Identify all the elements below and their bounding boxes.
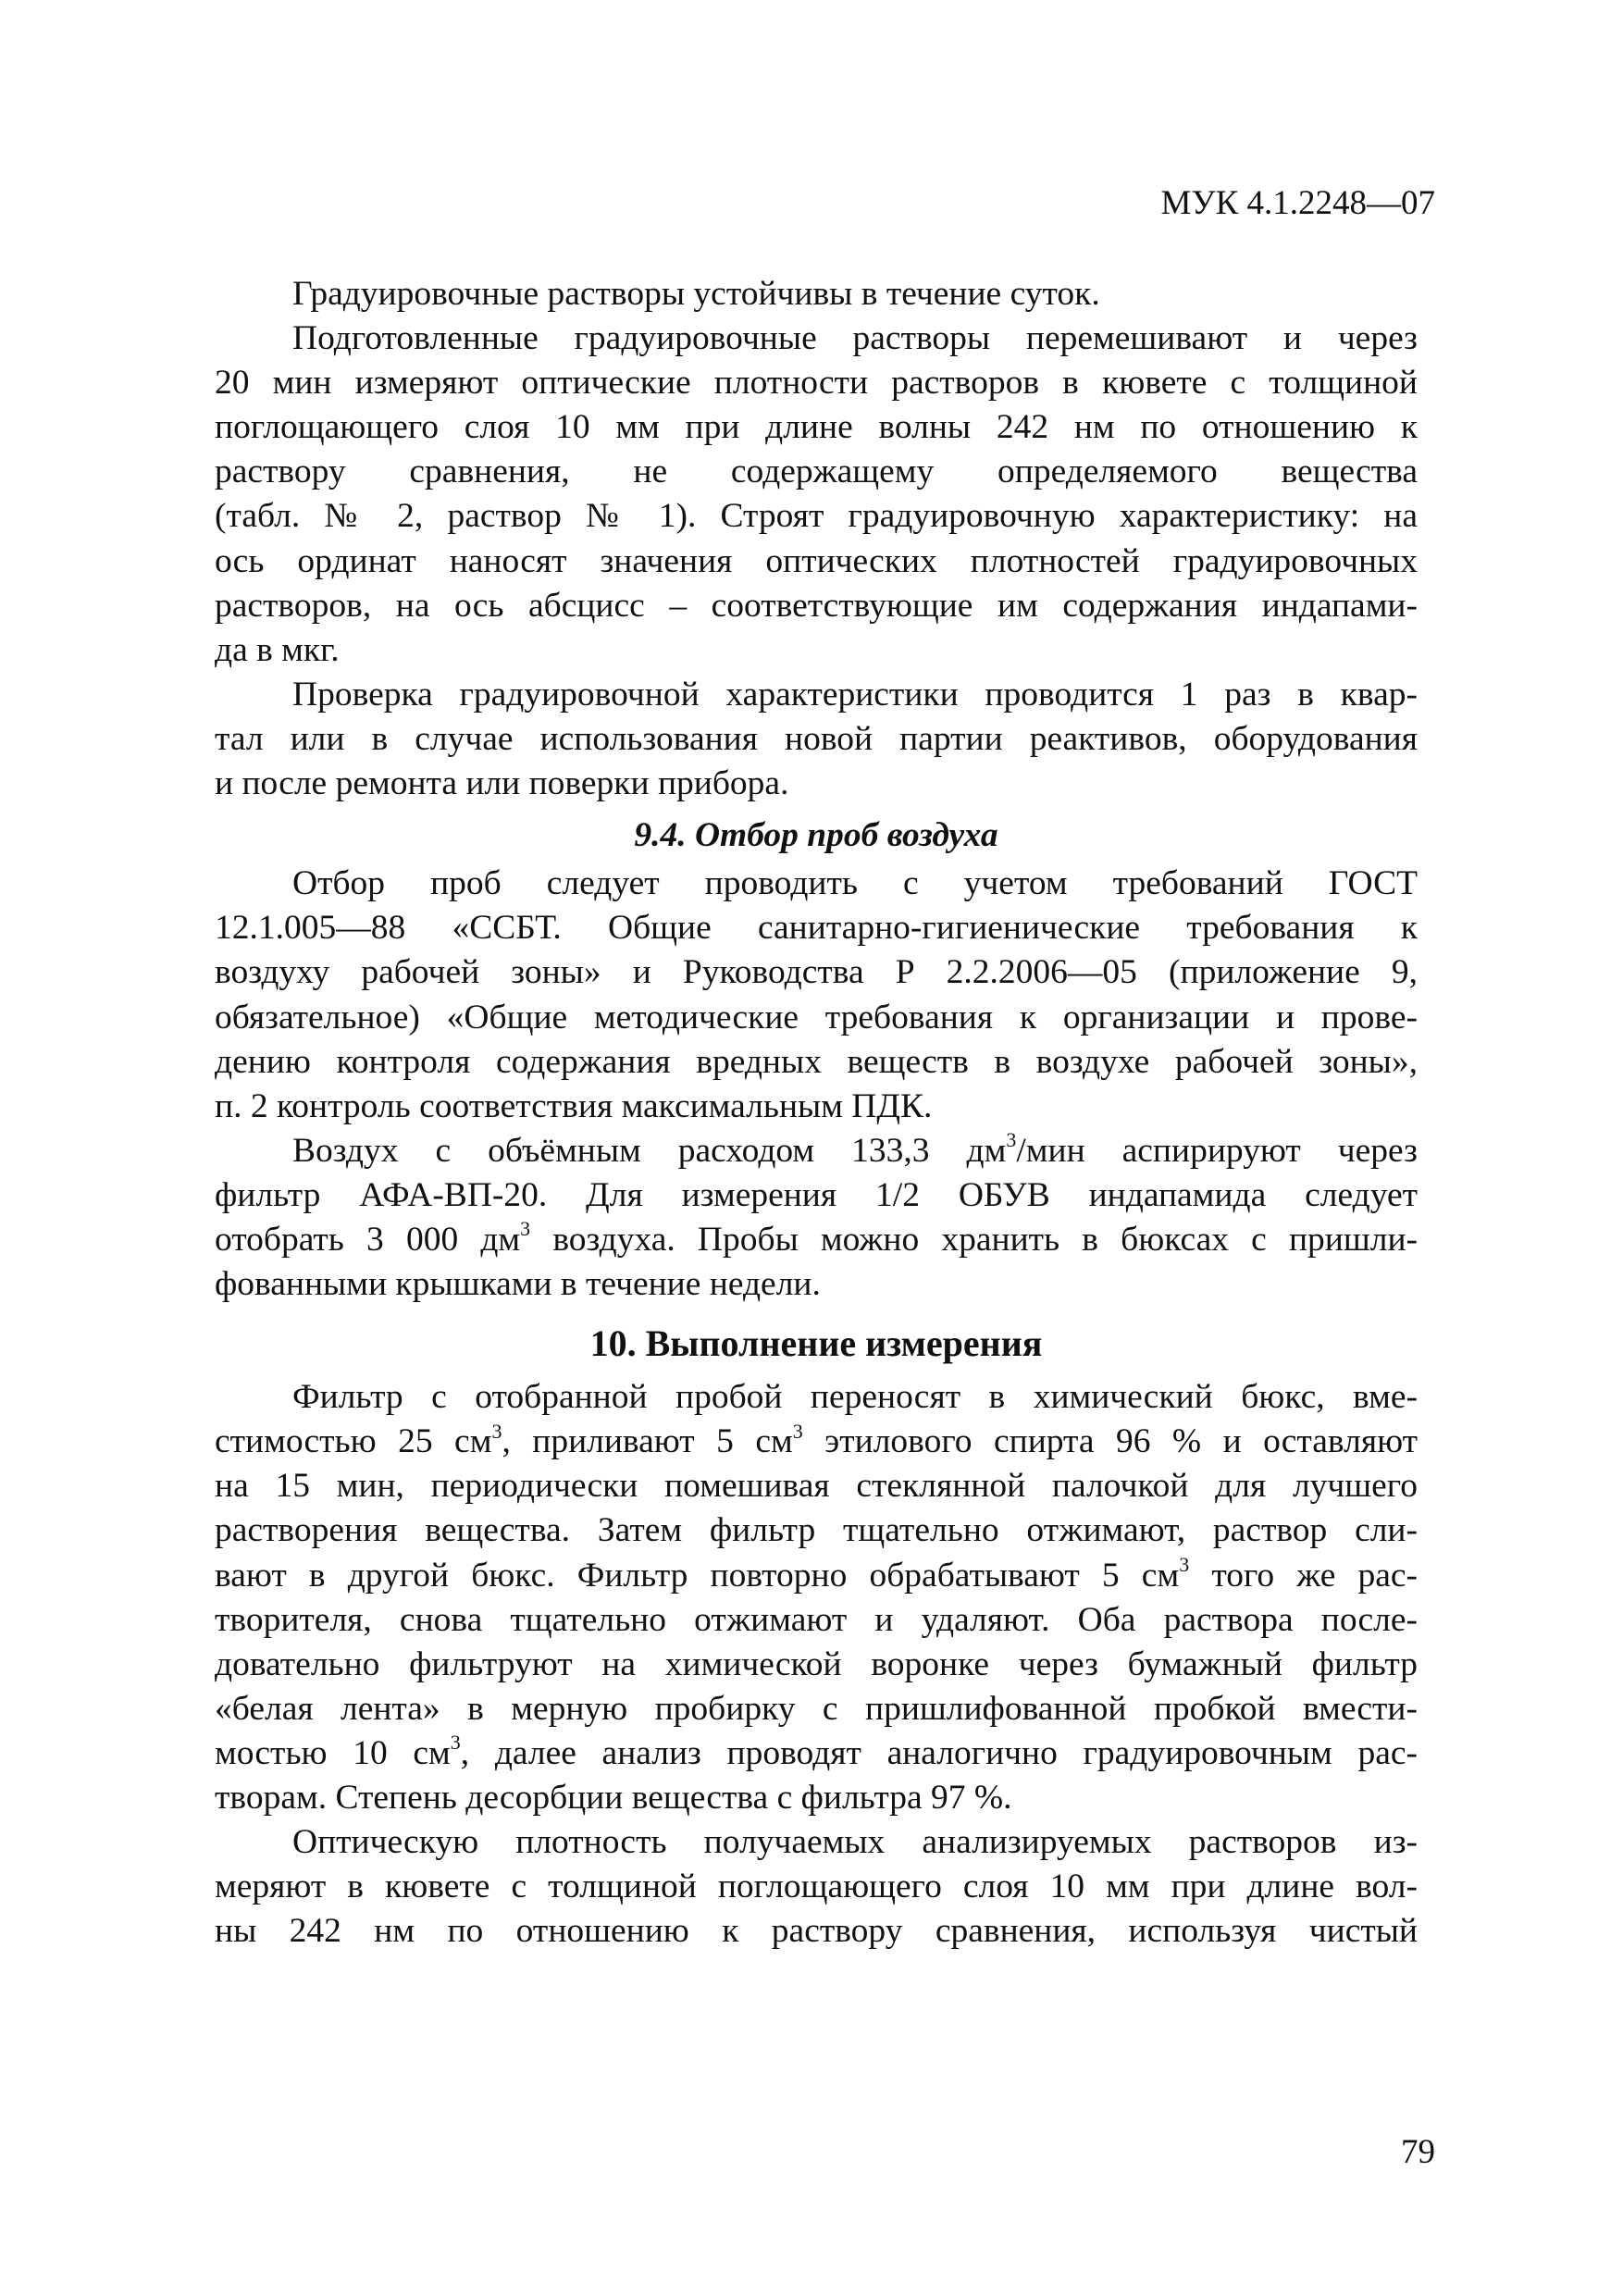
text-segment: , приливают 5 см [502, 1422, 793, 1461]
text-line: фованными крышками в течение недели. [215, 1265, 821, 1304]
text-line: растворов, на ось абсцисс – соответствующие им содержания индапами- [215, 586, 1418, 625]
text-line: (табл. № 2, раствор № 1). Строят градуировочную характеристику: на [215, 497, 1418, 536]
superscript: 3 [1179, 1553, 1190, 1577]
text-line: Проверка градуировочной характеристики проводится 1 раз в квар- [292, 675, 1418, 714]
text-segment: воздуха. Пробы можно хранить в бюксах с пришли- [530, 1220, 1418, 1259]
superscript: 3 [491, 1419, 502, 1443]
section-subheading: 9.4. Отбор проб воздуха [634, 816, 998, 855]
text-line [215, 1554, 1418, 1598]
text-segment: этилового спирта 96 % и оставляют [802, 1422, 1418, 1461]
text-line: Отбор проб следует проводить с учетом требований ГОСТ [292, 864, 1418, 903]
text-line: 20 мин измеряют оптические плотности растворов в кювете с толщиной [215, 364, 1418, 403]
text-line: 12.1.005—88 «ССБТ. Общие санитарно-гигиенические требования к [215, 909, 1418, 948]
superscript: 3 [1006, 1128, 1017, 1152]
superscript: 3 [792, 1419, 803, 1443]
text-line [215, 1420, 1418, 1464]
text-segment: стимостью 25 см [215, 1422, 492, 1461]
text-segment: мостью 10 см [215, 1733, 451, 1772]
text-line: да в мкг. [215, 630, 340, 669]
section-heading: 10. Выполнение измерения [589, 1322, 1043, 1365]
text-line: фильтр АФА-ВП-20. Для измерения 1/2 ОБУВ индапамида следует [215, 1175, 1418, 1214]
text-line: довательно фильтруют на химической воронке через бумажный фильтр [215, 1644, 1418, 1683]
text-line: воздуху рабочей зоны» и Руководства Р 2.2.2006—05 (приложение 9, [215, 953, 1418, 992]
text-line [215, 1731, 1418, 1776]
superscript: 3 [520, 1217, 531, 1241]
text-line: тал или в случае использования новой партии реактивов, оборудования [215, 719, 1418, 758]
text-line: раствору сравнения, не содержащему определяемого вещества [215, 453, 1418, 491]
text-line: ось ординат наносят значения оптических плотностей градуировочных [215, 541, 1418, 580]
text-line: дению контроля содержания вредных веществ в воздухе рабочей зоны», [215, 1042, 1418, 1081]
text-segment: Воздух с объёмным расходом 133,3 дм [292, 1131, 1007, 1170]
text-line: творам. Степень десорбции вещества с фильтра 97 %. [215, 1779, 1012, 1817]
text-segment: /мин аспирируют через [1016, 1131, 1418, 1170]
text-line: Подготовленные градуировочные растворы перемешивают и через [292, 319, 1418, 358]
text-line: обязательное) «Общие методические требования к организации и прове- [215, 998, 1418, 1036]
superscript: 3 [450, 1731, 461, 1755]
text-line: Фильтр с отобранной пробой переносят в химический бюкс, вме- [292, 1378, 1418, 1417]
text-line: ны 242 нм по отношению к раствору сравнения, используя чистый [215, 1912, 1418, 1951]
text-segment: отобрать 3 000 дм [215, 1220, 521, 1259]
document-code-header: МУК 4.1.2248—07 [1160, 184, 1435, 222]
text-line: творителя, снова тщательно отжимают и удаляют. Оба раствора после- [215, 1600, 1418, 1639]
text-line: Оптическую плотность получаемых анализируемых растворов из- [292, 1823, 1418, 1862]
body-text [215, 272, 1418, 1954]
text-segment: вают в другой бюкс. Фильтр повторно обрабатывают 5 см [215, 1556, 1180, 1595]
text-line: п. 2 контроль соответствия максимальным ПДК. [215, 1086, 933, 1125]
text-line: и после ремонта или поверки прибора. [215, 764, 789, 803]
text-segment: того же рас- [1189, 1556, 1418, 1595]
text-line: поглощающего слоя 10 мм при длине волны 242 нм по отношению к [215, 408, 1418, 447]
text-line: на 15 мин, периодически помешивая стеклянной палочкой для лучшего [215, 1467, 1418, 1506]
text-line: меряют в кювете с толщиной поглощающего слоя 10 мм при длине вол- [215, 1868, 1418, 1906]
text-line: «белая лента» в мерную пробирку с пришлифованной пробкой вмести- [215, 1689, 1418, 1728]
text-line [215, 1218, 1418, 1262]
text-line [215, 1129, 1418, 1173]
page-number: 79 [1401, 2133, 1435, 2171]
text-line: Градуировочные растворы устойчивы в течение суток. [292, 275, 1100, 313]
text-segment: , далее анализ проводят аналогично градуировочным рас- [460, 1733, 1418, 1772]
text-line: растворения вещества. Затем фильтр тщательно отжимают, раствор сли- [215, 1511, 1418, 1550]
